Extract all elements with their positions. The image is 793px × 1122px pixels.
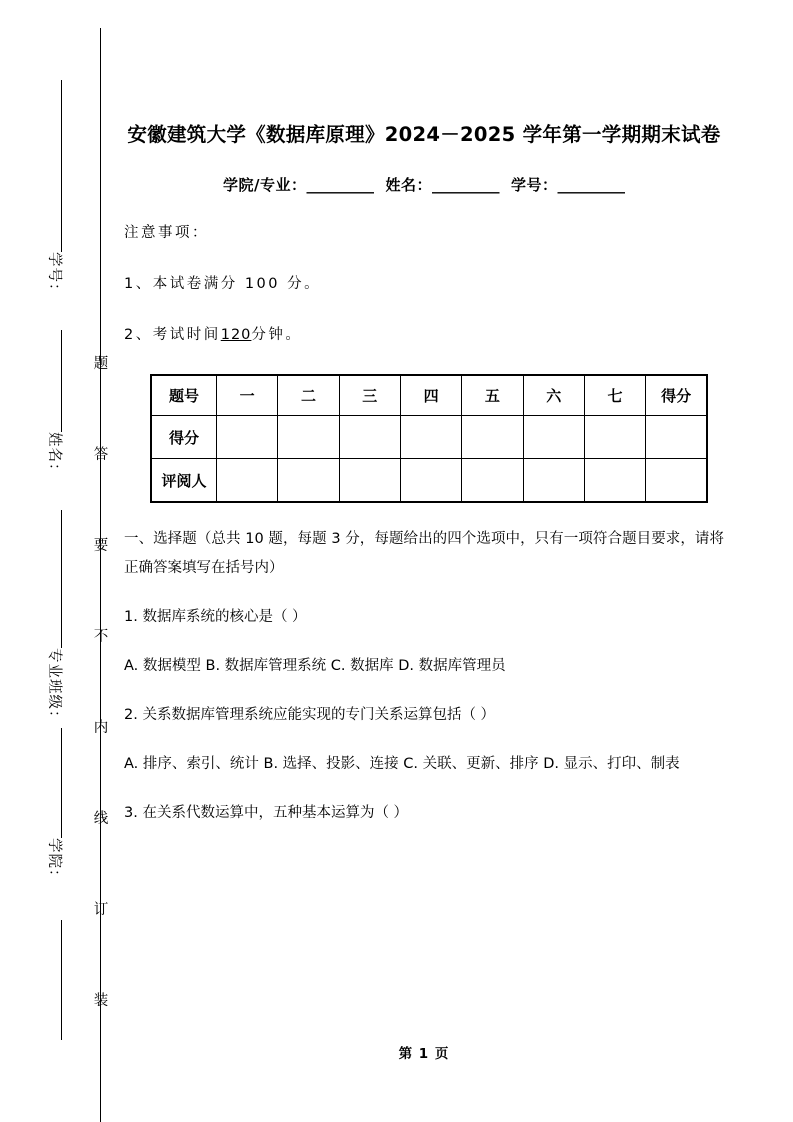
exam-paper-body	[124, 0, 724, 1122]
seal-char-zhuang: 装	[93, 993, 109, 1009]
question-1-stem: 1. 数据库系统的核心是（ ）	[124, 609, 307, 626]
note-2-suffix: 分钟。	[251, 327, 303, 344]
col-header-5: 五	[462, 375, 523, 416]
reviewer-cell-3[interactable]	[339, 459, 400, 503]
question-3-stem: 3. 在关系代数运算中，五种基本运算为（ ）	[124, 805, 409, 822]
reviewer-cell-7[interactable]	[584, 459, 645, 503]
seal-field-student-id: 学号：	[46, 252, 62, 299]
name-blank[interactable]: _________	[431, 176, 500, 195]
seal-inner-rule	[100, 28, 101, 1122]
section-one-heading: 一、选择题（总共 10 题，每题 3 分，每题给出的四个选项中，只有一项符合题目要求，请将正确答案填写在括号内）	[124, 531, 724, 577]
seal-outer-rule-segment	[61, 510, 62, 648]
table-row-reviewer	[151, 459, 707, 503]
row-header-question-no: 题号	[151, 375, 217, 416]
table-row-score	[151, 416, 707, 459]
score-cell-1[interactable]	[217, 416, 278, 459]
reviewer-cell-2[interactable]	[278, 459, 339, 503]
seal-char-yao: 要	[93, 538, 109, 554]
seal-outer-rule-segment	[61, 728, 62, 838]
college-major-blank[interactable]: _________	[306, 176, 375, 195]
col-header-4: 四	[400, 375, 461, 416]
seal-outer-rule-segment	[61, 80, 62, 252]
note-2-prefix: 2、考试时间	[124, 327, 221, 344]
col-header-total: 得分	[646, 375, 707, 416]
col-header-3: 三	[339, 375, 400, 416]
seal-field-college: 学院：	[46, 838, 62, 885]
college-major-label: 学院/专业：	[223, 176, 307, 195]
row-header-score: 得分	[151, 416, 217, 459]
score-cell-4[interactable]	[400, 416, 461, 459]
reviewer-cell-4[interactable]	[400, 459, 461, 503]
seal-char-da: 答	[93, 447, 109, 463]
score-cell-total[interactable]	[646, 416, 707, 459]
score-cell-7[interactable]	[584, 416, 645, 459]
col-header-6: 六	[523, 375, 584, 416]
exam-duration-value: 120	[220, 327, 252, 344]
reviewer-cell-total[interactable]	[646, 459, 707, 503]
seal-char-nei: 内	[93, 720, 109, 736]
notes-heading: 注意事项：	[124, 225, 209, 242]
page-footer: 第 1 页	[398, 1046, 450, 1062]
reviewer-cell-1[interactable]	[217, 459, 278, 503]
name-label: 姓名：	[385, 176, 432, 195]
page-title: 安徽建筑大学《数据库原理》2024－2025 学年第一学期期末试卷	[127, 123, 721, 146]
score-cell-2[interactable]	[278, 416, 339, 459]
reviewer-cell-5[interactable]	[462, 459, 523, 503]
col-header-1: 一	[217, 375, 278, 416]
row-header-reviewer: 评阅人	[151, 459, 217, 503]
seal-margin	[0, 0, 110, 1122]
seal-field-class: 专业班级：	[46, 648, 62, 726]
score-cell-3[interactable]	[339, 416, 400, 459]
question-2-options[interactable]: A. 排序、索引、统计 B. 选择、投影、连接 C. 关联、更新、排序 D. 显示、打印、制表	[124, 756, 680, 773]
score-cell-5[interactable]	[462, 416, 523, 459]
table-row-header	[151, 375, 707, 416]
seal-char-bu: 不	[93, 629, 109, 645]
score-table	[150, 374, 708, 503]
col-header-7: 七	[584, 375, 645, 416]
seal-outer-rule-segment	[61, 330, 62, 432]
student-id-label: 学号：	[510, 176, 558, 195]
reviewer-cell-6[interactable]	[523, 459, 584, 503]
question-2-stem: 2. 关系数据库管理系统应能实现的专门关系运算包括（ ）	[124, 707, 496, 724]
student-info-line	[124, 174, 724, 195]
seal-outer-rule-segment	[61, 920, 62, 1040]
score-cell-6[interactable]	[523, 416, 584, 459]
seal-char-ding: 订	[93, 902, 109, 918]
student-id-blank[interactable]: _________	[557, 176, 625, 195]
seal-char-xian: 线	[93, 811, 109, 827]
question-1-options[interactable]: A. 数据模型 B. 数据库管理系统 C. 数据库 D. 数据库管理员	[124, 658, 506, 675]
note-item-1: 1、本试卷满分 100 分。	[124, 276, 322, 293]
seal-field-name: 姓名：	[46, 432, 62, 479]
seal-char-ti: 题	[93, 356, 109, 372]
col-header-2: 二	[278, 375, 339, 416]
note-item-2	[124, 323, 724, 344]
